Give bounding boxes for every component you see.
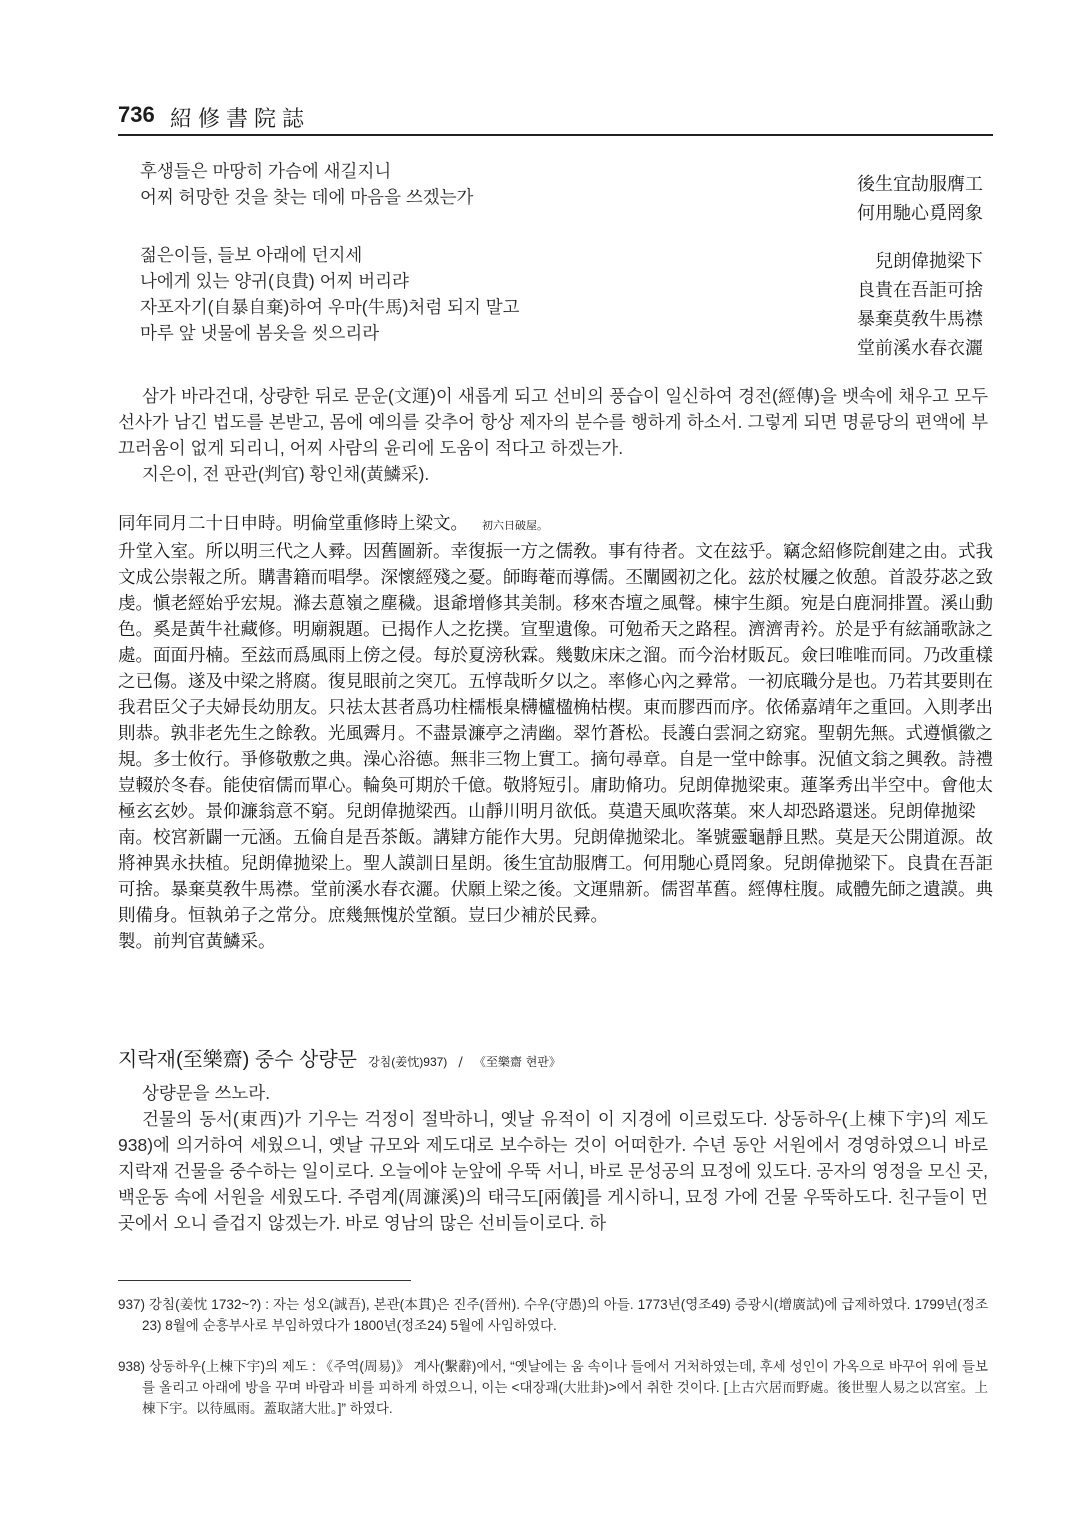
section-source: 《至樂齋 현판》 [473, 1055, 561, 1069]
section-author: 강침(姜忱)937) [368, 1055, 448, 1069]
poem-line: 兒朗偉拋梁下 [875, 251, 983, 272]
poem-line: 후생들은 마땅히 가슴에 새길지니 [140, 161, 392, 181]
poem-stanza-2-chinese [857, 247, 983, 363]
poem-line: 나에게 있는 양귀(良貴) 어찌 버리랴 [140, 271, 409, 291]
chinese-original-text [118, 511, 993, 955]
poem-line: 마루 앞 냇물에 봄옷을 씻으리라 [140, 323, 380, 343]
poem-line: 後生宜劼服膺工 [857, 174, 983, 195]
poem-line: 良貴在吾詎可捨 [857, 280, 983, 301]
poem-line: 堂前溪水春衣灑 [857, 338, 983, 359]
korean-translation-paragraph [118, 383, 988, 487]
paragraph: 삼가 바라건대, 상량한 뒤로 문운(文運)이 새롭게 되고 선비의 풍습이 일신하여 경전(經傳)을 뱃속에 채우고 모두 선사가 남긴 법도를 본받고, 몸에 예의를 갖추어 항상 제자의 분수를 행하게 하소서. 그렇게 되면 명륜당의 편액에 부끄러움이 없게 되리니, 어찌 사람의 윤리에 도움이 적다고 하겠는가. [118, 386, 988, 458]
section-title-text: 지락재(至樂齋) 중수 상량문 [118, 1049, 357, 1071]
chinese-signature: 製。前判官黃鱗采。 [118, 932, 276, 952]
poem-stanza-2-korean [140, 242, 520, 346]
footnote-937: 937) 강침(姜忱 1732~?) : 자는 성오(誠吾), 본관(本貫)은 진주(晉州). 수우(守愚)의 아들. 1773년(영조49) 증광시(增廣試)에 급제하였다. 1799년(정조23) 8월에 순흥부사로 부임하였다가 1800년(정조24) 5월에 사임하였다. [118, 1297, 988, 1333]
book-title: 紹修書院誌 [170, 107, 311, 132]
poem-line: 젊은이들, 들보 아래에 던지세 [140, 245, 363, 265]
poem-line: 자포자기(自暴自棄)하여 우마(牛馬)처럼 되지 말고 [140, 297, 520, 317]
heading-text: 同年同月二十日申時。明倫堂重修時上梁文。 [118, 514, 468, 534]
page-header [118, 102, 993, 136]
section-title [118, 1043, 561, 1072]
poem-line: 何用馳心覓罔象 [857, 203, 983, 224]
chinese-body: 升堂入室。所以明三代之人彛。因舊圖新。幸復振一方之儒敎。事有待者。文在玆乎。竊念紹修院創建之由。式我文成公崇報之所。購書籍而唱學。深懷經殘之憂。師晦菴而導儒。丕闡國初之化。玆於杖屨之攸憩。首設芬苾之致虔。愼老經始乎宏規。滌去蒠嶺之塵穢。退爺增修其美制。移來杏壇之風聲。棟宇生顔。宛是白鹿洞排置。溪山動色。奚是黃牛社藏修。明廟親題。已揭作人之扢撲。宣聖遺像。可勉希天之路程。濟濟靑衿。於是乎有絃誦歌詠之處。面面丹楠。至玆而爲風雨上傍之侵。每於夏滂秋霖。幾數床床之溜。而今治材販瓦。僉曰唯唯而同。乃改重樣之已傷。遂及中梁之將腐。復見眼前之突兀。五惇哉昕夕以之。率修心內之彛常。一初底職分是也。乃若其要則在我君臣父子夫婦長幼朋友。只祛太甚者爲功柱檽棖臬欂櫨楹桷枯楔。東而膠西而序。依俙嘉靖年之重回。入則孝出則恭。孰非老先生之餘敎。光風霽月。不盡景濂亭之淸幽。翠竹蒼松。長護白雲洞之窈窕。聖朝先無。式遵愼徽之規。多士攸行。爭修敬敷之典。澡心浴德。無非三物上實工。摘句尋章。自是一堂中餘事。況値文翁之興敎。詩禮豈輟於冬春。能使宿儒而單心。輪奐可期於千億。敬將短引。庸助脩功。兒朗偉拋梁東。蓮峯秀出半空中。會他太極玄玄妙。景仰濂翁意不窮。兒朗偉拋梁西。山靜川明月欲低。莫遣天風吹落葉。來人却恐路還迷。兒朗偉拋梁南。校宮新闢一元涵。五倫自是吾茶飯。講肄方能作大男。兒朗偉拋梁北。峯號靈龜靜且黙。莫是天公開道源。故將神異永扶植。兒朗偉拋梁上。聖人謨訓日星朗。後生宜劼服膺工。何用馳心覓罔象。兒朗偉拋梁下。良貴在吾詎可捨。暴棄莫敎牛馬襟。堂前溪水春衣灑。伏願上梁之後。文運鼎新。儒習革舊。經傳柱腹。咸體先師之遺謨。典則備身。恒執弟子之常分。庶幾無愧於堂額。豈曰少補於民彛。 [118, 542, 993, 926]
poem-line: 어찌 허망한 것을 찾는 데에 마음을 쓰겠는가 [140, 187, 474, 207]
chinese-heading [118, 511, 993, 539]
footnote-938: 938) 상동하우(上棟下宇)의 제도 : 《주역(周易)》 계사(繫辭)에서, “옛날에는 움 속이나 들에서 거처하였는데, 후세 성인이 가옥으로 바꾸어 위에 들보를 올리고 아래에 방을 꾸며 바람과 비를 피하게 하였으니, 이는 <대장괘(大壯卦)>에서 취한 것이다. [上古穴居而野處。後世聖人易之以宮室。上棟下宇。以待風雨。蓋取諸大壯。]” 하였다. [118, 1359, 988, 1416]
page-number: 736 [118, 102, 155, 127]
section-body [118, 1080, 988, 1236]
paragraph: 상량문을 쓰노라. [142, 1083, 271, 1103]
paragraph: 건물의 동서(東西)가 기우는 걱정이 절박하니, 옛날 유적이 이 지경에 이르렀도다. 상동하우(上棟下宇)의 제도938)에 의거하여 세웠으니, 옛날 규모와 제도대로 보수하는 것이 어떠한가. 수년 동안 서원에서 경영하였으니 바로 지락재 건물을 중수하는 일이로다. 오늘에야 눈앞에 우뚝 서니, 바로 문성공의 묘정에 있도다. 공자의 영정을 모신 곳, 백운동 속에 서원을 세웠도다. 주렴계(周濂溪)의 태극도[兩儀]를 게시하니, 묘정 가에 건물 우뚝하도다. 친구들이 먼 곳에서 오니 즐겁지 않겠는가. 바로 영남의 많은 선비들이로다. 하 [118, 1109, 989, 1233]
heading-note: 初六日破屋。 [482, 519, 548, 532]
section-separator: / [458, 1055, 463, 1070]
author-line: 지은이, 전 판관(判官) 황인채(黃鱗采). [142, 464, 430, 484]
header-rule [118, 134, 993, 136]
footnote-rule [118, 1280, 411, 1281]
poem-stanza-1-chinese [857, 170, 983, 228]
poem-stanza-1-korean [140, 158, 473, 210]
poem-line: 暴棄莫敎牛馬襟 [857, 309, 983, 330]
